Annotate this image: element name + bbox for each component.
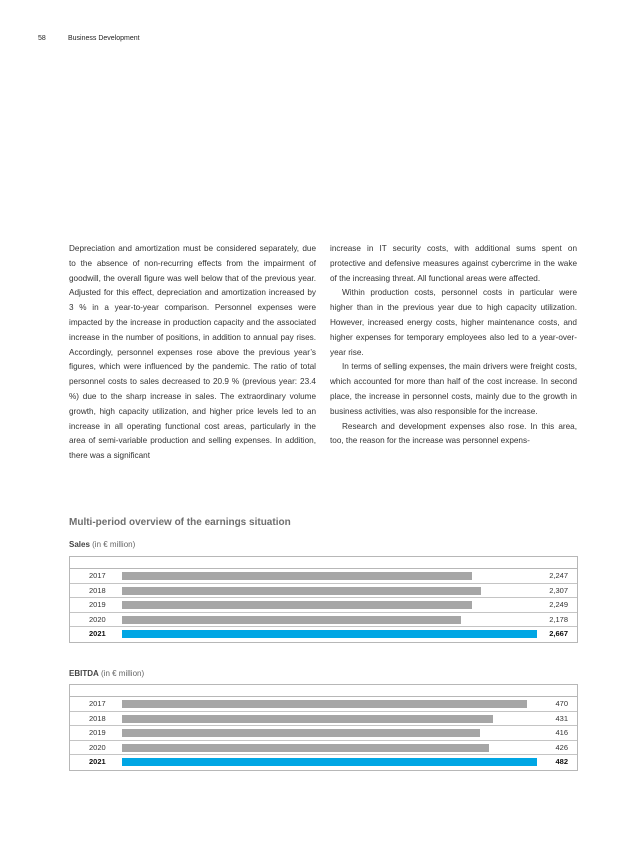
value-label: 2,178 bbox=[549, 614, 568, 624]
year-label: 2020 bbox=[89, 614, 106, 624]
paragraph: Within production costs, personnel costs in particular were higher than in the previous year due to high capacity utilization. However, increased energy costs, higher maintenance costs, and higher expenses for temporary employees also led to a year-over-year rise. bbox=[330, 288, 577, 357]
ebitda-unit: (in € million) bbox=[101, 669, 145, 678]
value-label: 426 bbox=[555, 742, 568, 752]
year-label: 2017 bbox=[89, 699, 106, 708]
value-label: 482 bbox=[555, 757, 568, 766]
body-text bbox=[69, 242, 577, 464]
year-label: 2021 bbox=[89, 629, 106, 638]
sales-chart bbox=[69, 556, 578, 643]
paragraph: Research and development expenses also rose. In this area, too, the reason for the increase was personnel expens- bbox=[330, 421, 577, 446]
ebitda-bar bbox=[122, 758, 537, 766]
year-label: 2021 bbox=[89, 757, 106, 766]
sales-row-2018 bbox=[70, 584, 577, 599]
ebitda-bar bbox=[122, 729, 480, 737]
ebitda-bar bbox=[122, 715, 493, 723]
ebitda-row-2020 bbox=[70, 741, 577, 756]
value-label: 470 bbox=[555, 699, 568, 708]
ebitda-row-2018 bbox=[70, 712, 577, 727]
sales-bar bbox=[122, 630, 537, 638]
value-label: 431 bbox=[555, 713, 568, 723]
sales-bar bbox=[122, 572, 472, 580]
value-label: 416 bbox=[555, 728, 568, 737]
ebitda-row-2017 bbox=[70, 697, 577, 712]
ebitda-label: EBITDA bbox=[69, 669, 99, 678]
ebitda-row-2019 bbox=[70, 726, 577, 741]
year-label: 2017 bbox=[89, 571, 106, 580]
ebitda-chart-label bbox=[69, 669, 144, 678]
page-header bbox=[38, 35, 140, 42]
year-label: 2019 bbox=[89, 600, 106, 609]
chart-header-band bbox=[70, 685, 577, 697]
year-label: 2018 bbox=[89, 713, 106, 723]
sales-label: Sales bbox=[69, 540, 90, 549]
year-label: 2018 bbox=[89, 585, 106, 595]
chart-header-band bbox=[70, 557, 577, 569]
sales-bar bbox=[122, 616, 461, 624]
page-number: 58 bbox=[38, 35, 46, 42]
right-column bbox=[330, 242, 577, 464]
sales-row-2019 bbox=[70, 598, 577, 613]
sales-bar bbox=[122, 601, 472, 609]
paragraph: In terms of selling expenses, the main drivers were freight costs, which accounted for more than half of the cost increase. In second place, the increase in personnel costs, mainly due to the growth in business activities, was also responsible for the increase. bbox=[330, 362, 577, 416]
ebitda-bar bbox=[122, 744, 489, 752]
paragraph: increase in IT security costs, with additional sums spent on protective and defensive measures against cybercrime in the wake of the increasing threat. All functional areas were affected. bbox=[330, 244, 577, 283]
value-label: 2,667 bbox=[549, 629, 568, 638]
section-name: Business Development bbox=[68, 35, 140, 42]
year-label: 2019 bbox=[89, 728, 106, 737]
paragraph: Depreciation and amortization must be considered separately, due to the absence of non-recurring effects from the impairment of goodwill, the overall figure was well below that of the previous year. Adjusted for this effect, depreciation and amortization increased by 3 % in a year-to-year comparison. Personnel expenses were impacted by the increase in production capacity and the associated increase in the number of positions, in addition to annual pay rises. Accordingly, personnel expenses rose above the previous year’s figures, which were influenced by the pandemic. The ratio of total personnel costs to sales decreased to 20.9 % (previous year: 23.4 %) due to the sharp increase in sales. The extraordinary volume growth, high capacity utilization, and higher price levels led to an increase in all operating functional cost areas, particularly in the area of semi-variable production and selling expenses. In addition, there was a significant bbox=[69, 244, 316, 461]
sales-row-2020 bbox=[70, 613, 577, 628]
value-label: 2,247 bbox=[549, 571, 568, 580]
section-title: Multi-period overview of the earnings situation bbox=[69, 517, 291, 528]
sales-row-2021 bbox=[70, 627, 577, 642]
value-label: 2,249 bbox=[549, 600, 568, 609]
ebitda-chart bbox=[69, 684, 578, 771]
sales-unit: (in € million) bbox=[92, 540, 136, 549]
value-label: 2,307 bbox=[549, 585, 568, 595]
year-label: 2020 bbox=[89, 742, 106, 752]
ebitda-bar bbox=[122, 700, 527, 708]
sales-bar bbox=[122, 587, 481, 595]
sales-row-2017 bbox=[70, 569, 577, 584]
sales-chart-label bbox=[69, 540, 135, 549]
ebitda-row-2021 bbox=[70, 755, 577, 770]
left-column bbox=[69, 242, 316, 464]
